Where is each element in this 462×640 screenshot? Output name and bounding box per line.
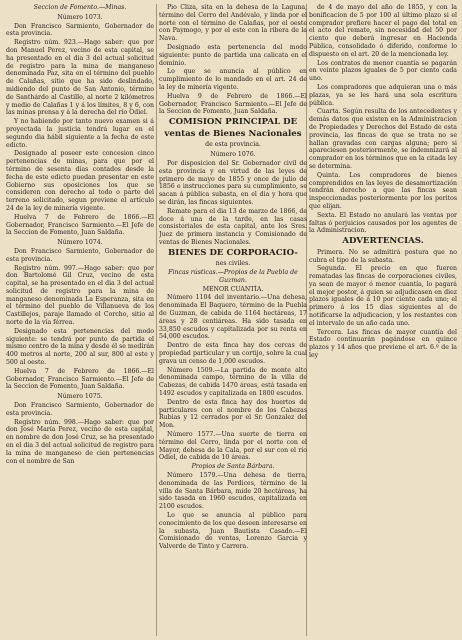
paragraph: Número 1579.—Una dehesa de tierra, denominada de las Perdices, término de la villa de Santa Bárbara, mide 20 hectáreas, ha sido tasada en 1960 escudos, capitalizada en 2100 escudos. [159, 472, 307, 511]
paragraph: Segunda. El precio en que fueren rematadas las fincas de corporaciones civiles, ya sean de mayor ó menor cuantía, lo pagará el mejor postor, á quien se adjudicasen en diez plazos iguales de á 10 por ciento cada uno; el primero á los 15 dias siguientes al de notificarse la adjudicacion, y los restantes con el intervalo de un año cada uno. [309, 265, 457, 327]
paragraph: Remate para el dia 13 de marzo de 1866, de doce á una de la tarde, en las casas consistoriales de esta capital, ante los Sres. Juez de primera instancia y Comisionado de ventas de Bienes Nacionales. [159, 207, 307, 246]
column-3 [309, 4, 457, 636]
paragraph: Número 1104 del inventario.—Una dehesa, denominada El Baquero, término de la Puebla de Guzman, de cabida de 1164 hectáreas, 17 áreas y 28 centiáreas. Ha sido tasada en 33,850 escudos y capitalizada por su renta en 54,000 escudos. [159, 294, 307, 341]
paragraph: Los contratos de menor cuantía se pagarán en veinte plazos iguales de 5 por ciento cada uno. [309, 59, 457, 83]
paragraph: Don Francisco Sarmiento, Gobernador de esta provincia. [6, 247, 154, 263]
section-title: ventas de Bienes Nacionales [164, 128, 302, 139]
section-title: COMISION PRINCIPAL DE [168, 117, 298, 128]
paragraph: Lo que se anuncia al público en cumplimiento de lo mandado en el art. 24 de la ley de minería vigente. [159, 68, 307, 91]
paragraph: Designado esta pertenencia del modo siguiente: punto de partida una calicata en el dominio. [159, 43, 307, 67]
paragraph: Y no habiendo por tanto nuevo examen si á proyectada la justicia tendrá lugar en el segundo dia hábil siguiente a la fecha de este edicto. [6, 118, 154, 149]
notice-number: Número 1076. [210, 151, 256, 159]
column-2 [159, 4, 307, 636]
paragraph: de 4 de mayo del año de 1855, y con la bonificacion de 5 por 100 al último plazo si el comprador prefiere hacer el pago del total en el acto del remate, sin necesidad del 50 por ciento que deberá ingresar en Hacienda Pública, consolidado ó diferido, conforme lo dispuesto en el art. 20 de la mencionada ley. [309, 4, 457, 58]
paragraph: Número 1577.—Una suerte de tierra en término del Cerro, linda por el norte con el Mayor, dehesa de la Cala, por el sur con el río Odiel, de cabida de 10 áreas. [159, 431, 307, 462]
paragraph: Designado esta pertenencias del modo siguiente: se tendrá por punto de partida el mismo centro de la mina y desde él se medirán 400 metros al norte, 200 al sur, 800 al este y 500 al oeste. [6, 327, 154, 367]
subheading: Propios de Santa Bárbara. [191, 463, 275, 471]
notice-number: Número 1073. [57, 13, 103, 21]
paragraph: Tercera. Las fincas de mayor cuantía del Estado continuarán pagándose en quince plazos y 14 años que previene el art. 6.º de la ley [309, 328, 457, 360]
notice-number: Número 1075. [57, 393, 103, 401]
signature: Huelva 9 de Febrero de 1866.—El Gobernador, Francisco Sarmiento.—El Jefe de la Seccion de Fomento, Juan Saldaña. [159, 92, 307, 116]
section-title: BIENES DE CORPORACIO- [168, 247, 298, 258]
paragraph: Registro núm. 997.—Hago saber: que por don Bartolomé Gil Cruz, vecino de esta capital, se ha presentado en el dia 3 del actual solicitud de registro para la mina de manganeso denominada La Esperanza, sita en el término del pueblo de Villanueva de los Castillejos, paraje llamado el Corcho, sitio al norte de la vía férrea. [6, 264, 154, 327]
column-1 [6, 4, 154, 636]
paragraph: Don Francisco Sarmiento, Gobernador de esta provincia. [6, 402, 154, 417]
paragraph: Don Francisco Sarmiento, Gobernador de esta provincia. [6, 22, 154, 38]
paragraph: Designado al poseer este concesion cinco pertenencias de minas, para que por el término de sesenta días contados desde la fecha de este edicto puedan presentar en este Gobierno sus oposiciones los que se consideren con derecho al todo o parte del terreno solicitado, segun previene el artículo 24 de la ley de minería vigente. [6, 150, 154, 212]
signature: Huelva 7 de Febrero de 1866.—El Gobernador, Francisco Sarmiento.—El Jefe de la Seccion de Fomento, Juan Saldaña. [6, 367, 154, 391]
paragraph: Sexta. El Estado no anulará las ventas por faltas ó perjuicios causados por los agentes de la Administracion. [309, 211, 457, 235]
notice-number: Número 1074. [57, 239, 103, 247]
paragraph: Por disposicion del Sr. Gobernador civil de esta provincia y en virtud de las leyes de primero de mayo de 1855 y once de julio de 1856 e instrucciones para su cumplimiento, se sacan á pública subasta, en el dia y hora que se dirán, las fincas siguientes. [159, 159, 307, 206]
paragraph: Dentro de esta finca hay dos cercas de propiedad particular y un cortijo, sobre la cual grava un censo de 1,000 escudos. [159, 342, 307, 365]
section-heading: Seccion de Fomento.—Minas. [33, 4, 127, 11]
subheading: Fincas rústicas.—Propios de la Puebla de Guzman. [168, 269, 298, 284]
paragraph: Dentro de esta finca hay dos huertos de particulares con el nombre de los Cabezas Rubias y 12 cerrados por el Sr. Gonzalez del Mon. [159, 398, 307, 430]
paragraph: Los compradores que adquieran una o más plazas, ya se les hará una sola escritura pública. [309, 83, 457, 107]
signature: Huelva 7 de Febrero de 1866.—El Gobernador, Francisco Sarmiento.—El Jefe de la Seccion de Fomento, Juan Saldaña. [6, 213, 154, 237]
subheading: MENOR CUANTÍA. [202, 285, 264, 293]
paragraph: Cuarta. Según resulta de los antecedentes y demás datos que existen en la Administracion de Propiedades y Derechos del Estado de esta provincia, las fincas de que se trata no se hallan gravadas con cargas alguna; pero si apareciesen posteriormente, se indemnizará al comprador en los términos que en la citada ley se determina. [309, 108, 457, 170]
paragraph: Lo que se anuncia al público para conocimiento de los que deseen interesarse en la subasta, Juan Bautista Casado.—El Comisionado de ventas, Lorenzo Garcia y Valverde de Tinto y Carrera. [159, 512, 307, 551]
paragraph: Primera. No se admitirá postura que no cubra el tipo de la subasta. [309, 248, 457, 264]
section-subtitle: nes civiles. [215, 260, 251, 268]
section-subtitle: de esta provincia. [205, 141, 261, 149]
section-title: ADVERTENCIAS. [342, 236, 424, 247]
paragraph: Pio Cliza, sita en la dehesa de la Laguna, término del Cerro del Andévalo, y linda por el norte con el término de Calañas, por el oeste con Paymogo, y por el este con la ribera de la Nava. [159, 4, 307, 43]
paragraph: Registro núm. 998.—Hago saber: que por don José María Perez, vecino de esta capital, en nombre de don José Cruz, se ha presentado en el dia 3 del actual solicitud de registro para la mina de manganeso de cien pertenencias con el nombre de San [6, 418, 154, 465]
column-rule [156, 4, 157, 636]
paragraph: Registro núm. 923.—Hago saber: que por don Manuel Perez, vecino de esta capital, se ha presentado en el dia 3 del actual solicitud de registro para la mina de manganeso denominada Paz, sita en el término del pueblo de Calañas, sitio que ha sido deslindado, midiendo del punto de San Antonio, término de Santhárdo al Castillo, al norte 2 kilómetros y medio de Calañas 1 y á los límites, 8 y 6, con las minas prensa y á la derecha del río Odiel. [6, 39, 154, 117]
paragraph: Número 1509.—La partida de monte alto denominada campo, término de la villa de Cabezas, de cabida 1470 áreas, está tasada en 1492 escudos y capitalizada en 1800 escudos. [159, 366, 307, 398]
paragraph: Quinta. Los compradores de bienes comprendidos en las leyes de desamortización tendrán derecho a que las fincas sean inspeccionadas posteriormente por los peritos que elijan. [309, 171, 457, 210]
